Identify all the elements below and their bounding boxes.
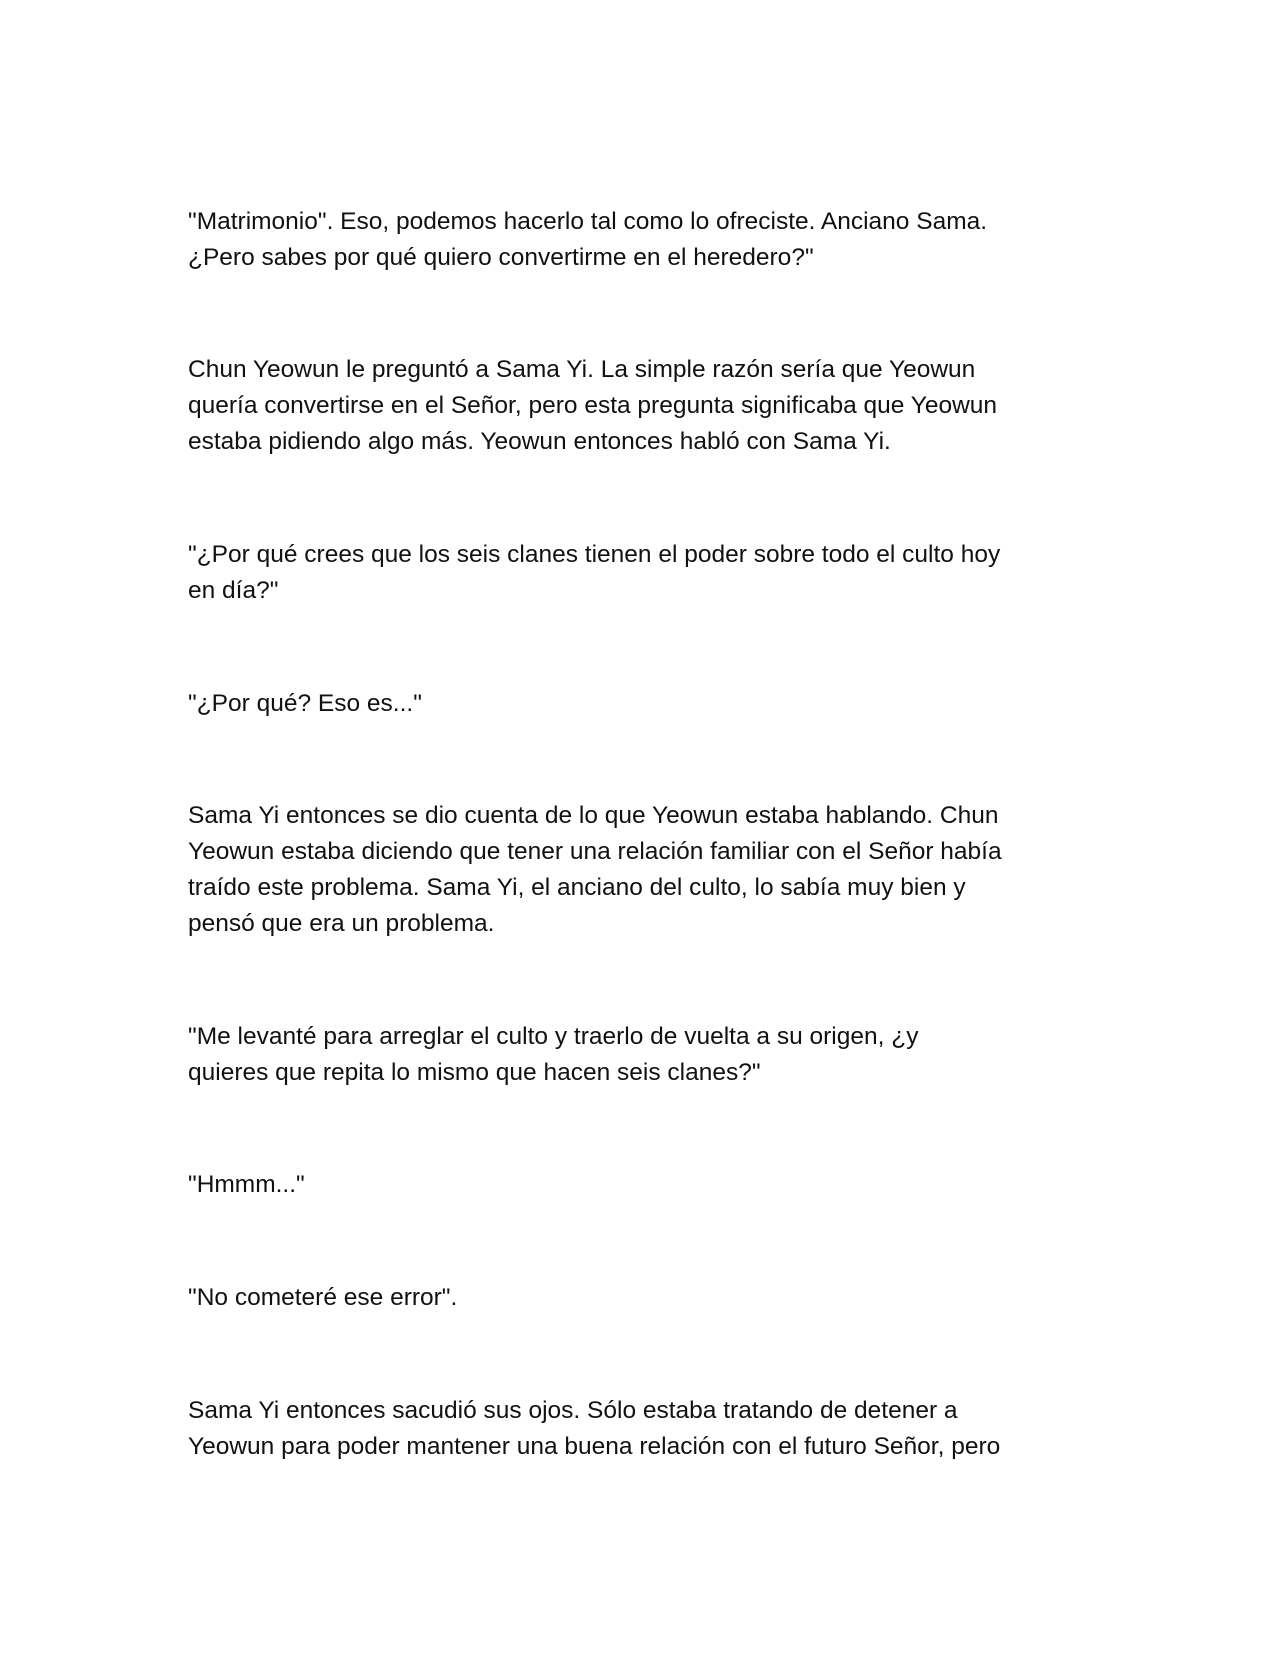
text-line: "No cometeré ese error".	[188, 1284, 458, 1311]
text-line: Yeowun estaba diciendo que tener una relación familiar con el Señor había	[188, 838, 1002, 865]
text-line: en día?"	[188, 577, 279, 604]
paragraph-8	[188, 1280, 1108, 1316]
text-line: "¿Por qué? Eso es..."	[188, 690, 422, 717]
paragraph-7	[188, 1167, 1108, 1203]
text-line: pensó que era un problema.	[188, 910, 495, 937]
paragraph-2	[188, 352, 1108, 460]
paragraph-5	[188, 798, 1108, 942]
text-line: "Me levanté para arreglar el culto y traerlo de vuelta a su origen, ¿y	[188, 1023, 919, 1050]
text-line: Sama Yi entonces se dio cuenta de lo que Yeowun estaba hablando. Chun	[188, 802, 999, 829]
text-line: quería convertirse en el Señor, pero esta pregunta significaba que Yeowun	[188, 392, 998, 419]
text-line: "Hmmm..."	[188, 1171, 305, 1198]
paragraph-1	[188, 204, 1108, 276]
text-line: quieres que repita lo mismo que hacen seis clanes?"	[188, 1059, 761, 1086]
text-line: Chun Yeowun le preguntó a Sama Yi. La simple razón sería que Yeowun	[188, 356, 976, 383]
text-line: estaba pidiendo algo más. Yeowun entonces habló con Sama Yi.	[188, 428, 891, 455]
text-line: Sama Yi entonces sacudió sus ojos. Sólo estaba tratando de detener a	[188, 1397, 958, 1424]
paragraph-4	[188, 686, 1108, 722]
text-line: traído este problema. Sama Yi, el anciano del culto, lo sabía muy bien y	[188, 874, 966, 901]
paragraph-9	[188, 1393, 1108, 1465]
text-line: "¿Por qué crees que los seis clanes tienen el poder sobre todo el culto hoy	[188, 541, 1001, 568]
text-line: Yeowun para poder mantener una buena relación con el futuro Señor, pero	[188, 1433, 1001, 1460]
paragraph-3	[188, 537, 1108, 609]
paragraph-6	[188, 1019, 1108, 1091]
text-line: ¿Pero sabes por qué quiero convertirme en el heredero?"	[188, 244, 814, 271]
text-line: "Matrimonio". Eso, podemos hacerlo tal como lo ofreciste. Anciano Sama.	[188, 208, 988, 235]
